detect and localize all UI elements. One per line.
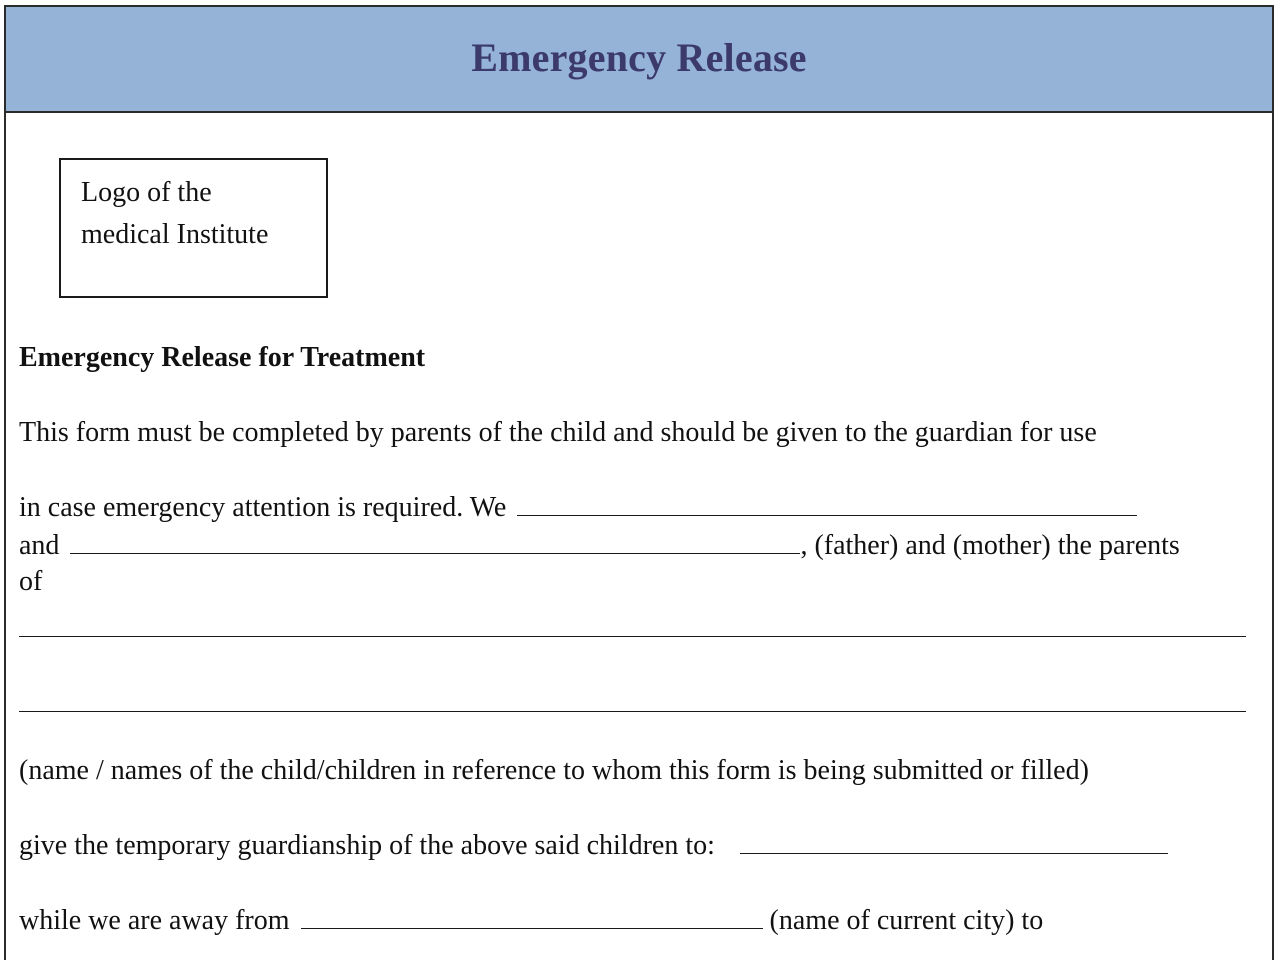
and-line-prefix: and (19, 530, 60, 561)
and-line (19, 529, 1180, 563)
we-line-prefix: in case emergency attention is required. We (19, 492, 507, 523)
header-bar (6, 7, 1272, 113)
away-line-prefix: while we are away from (19, 905, 290, 936)
page-title: Emergency Release (471, 34, 807, 80)
father-name-field[interactable] (517, 505, 1137, 516)
away-line-suffix: (name of current city) to (769, 905, 1044, 936)
we-line (19, 491, 1137, 525)
of-line: of (19, 566, 43, 597)
logo-line-2: medical Institute (81, 219, 269, 250)
guardian-line-prefix: give the temporary guardianship of the above said children to: (19, 830, 715, 861)
logo-placeholder-box (59, 158, 328, 298)
mother-name-field[interactable] (70, 543, 800, 554)
current-city-field[interactable] (301, 918, 763, 929)
guardian-name-field[interactable] (740, 843, 1168, 854)
children-caption: (name / names of the child/children in reference to whom this form is being submitted or filled) (19, 755, 1089, 786)
form-heading: Emergency Release for Treatment (19, 342, 426, 373)
child-name-field-1[interactable] (19, 636, 1246, 637)
intro-text: This form must be completed by parents of the child and should be given to the guardian for use (19, 417, 1097, 448)
guardian-line (19, 829, 1168, 863)
logo-line-1: Logo of the (81, 177, 212, 208)
child-name-field-2[interactable] (19, 711, 1246, 712)
away-line (19, 904, 1043, 938)
form-frame (4, 5, 1274, 960)
logo-placeholder-text (81, 172, 321, 256)
and-line-suffix: , (father) and (mother) the parents (800, 530, 1180, 561)
